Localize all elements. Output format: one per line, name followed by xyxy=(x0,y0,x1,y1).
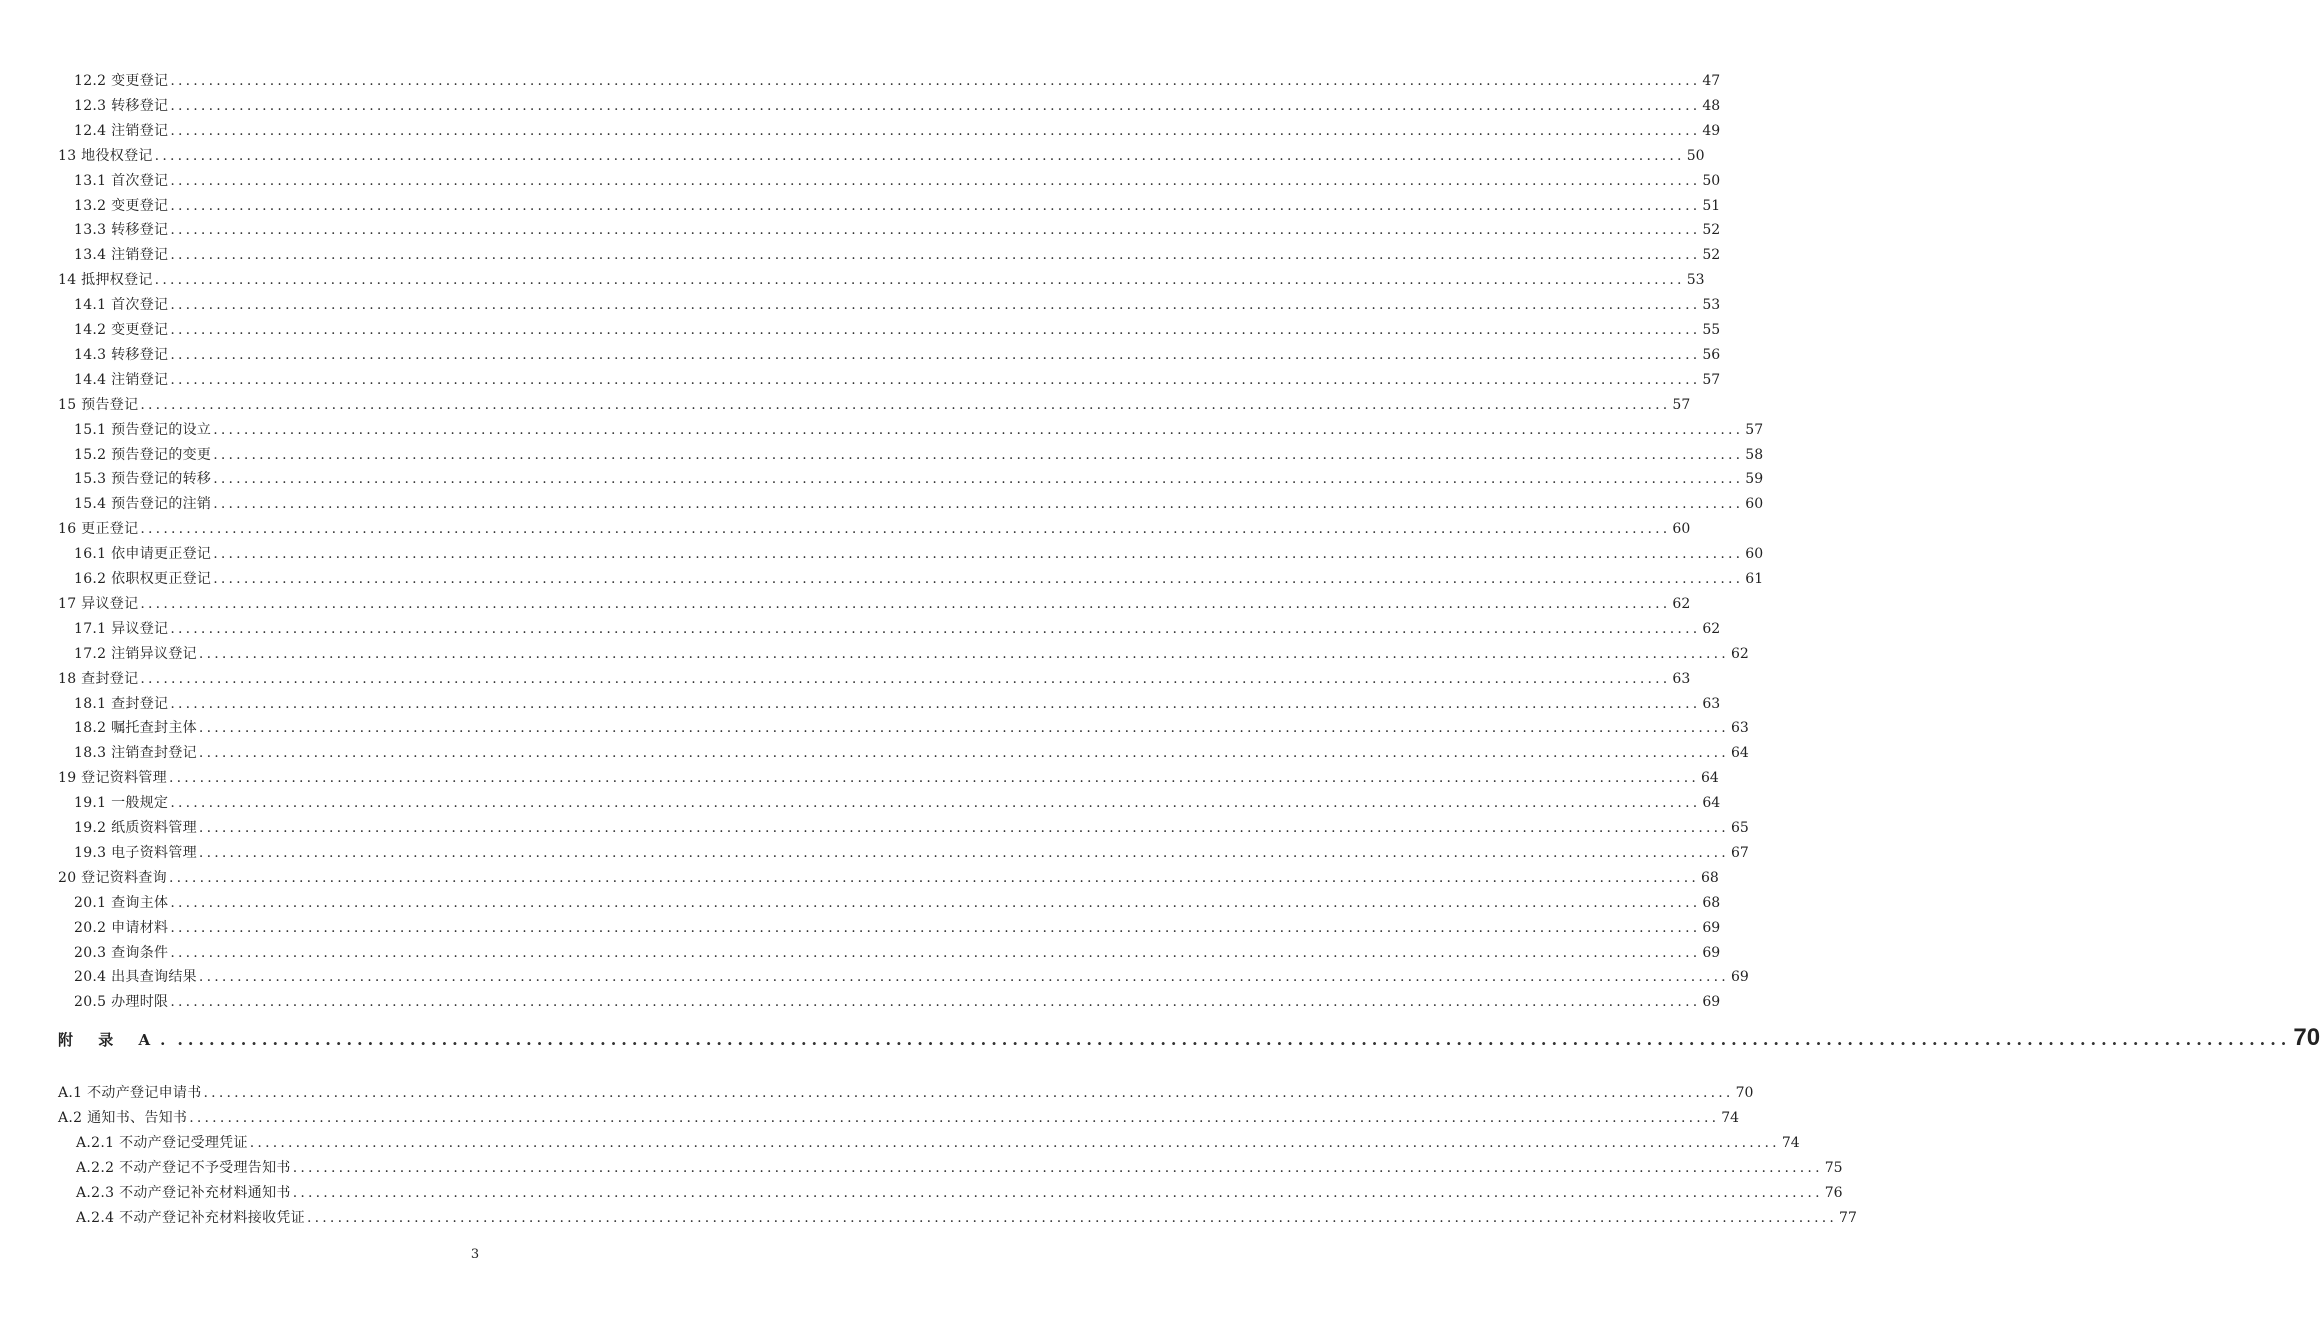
toc-entry[interactable] xyxy=(74,121,1721,141)
toc-entry-page: 61 xyxy=(1745,571,1764,587)
toc-entry-page: 58 xyxy=(1745,446,1764,463)
toc-entry-label: 13.1 首次登记 xyxy=(74,172,169,189)
toc-leader-dots: ........................................................................................................................................................................................................ xyxy=(213,496,1744,513)
toc-entry-page: 69 xyxy=(1702,994,1721,1011)
toc-entry-page: 60 xyxy=(1745,496,1764,513)
toc-entry-label: 13.2 变更登记 xyxy=(74,197,169,214)
toc-leader-dots: ........................................................................................................................................................................................................ xyxy=(170,122,1701,139)
toc-entry-label: 17.2 注销异议登记 xyxy=(74,645,197,662)
toc-entry-page: 55 xyxy=(1702,322,1721,338)
toc-leader-dots: ........................................................................................................................................................................................................ xyxy=(292,1159,1823,1176)
toc-entry[interactable] xyxy=(74,96,1721,116)
toc-entry[interactable] xyxy=(74,295,1721,315)
toc-entry-page: 57 xyxy=(1745,421,1764,438)
toc-entry-label: 14.2 变更登记 xyxy=(74,322,169,338)
toc-entry[interactable] xyxy=(58,594,1691,614)
toc-leader-dots: ........................................................................................................................................................................................................ xyxy=(170,222,1701,239)
toc-entry-label: 20.5 办理时限 xyxy=(74,994,169,1011)
toc-entry-page: 60 xyxy=(1745,546,1764,563)
toc-entry-label: 15.3 预告登记的转移 xyxy=(74,471,212,488)
toc-entry-page: 57 xyxy=(1672,396,1691,413)
toc-entry[interactable] xyxy=(74,793,1721,813)
toc-leader-dots: ........................................................................................................................................................................................................ xyxy=(170,346,1701,363)
toc-leader-dots: ........................................................................................................................................................................................................ xyxy=(140,521,1671,538)
toc-entry-label: 15.1 预告登记的设立 xyxy=(74,421,212,438)
toc-entry-page: 52 xyxy=(1702,222,1721,239)
toc-leader-dots: ........................................................................................................................................................................................................ xyxy=(170,944,1701,961)
toc-entry-label: 19.1 一般规定 xyxy=(74,795,169,812)
toc-entry-label: 15 预告登记 xyxy=(58,396,139,413)
toc-entry-label: 15.4 预告登记的注销 xyxy=(74,496,212,513)
toc-entry-page: 69 xyxy=(1730,969,1749,986)
toc-entry-page: 69 xyxy=(1702,919,1721,936)
toc-leader-dots: ........................................................................................................................................................................................................ xyxy=(306,1209,1838,1226)
toc-entry-page: 77 xyxy=(1839,1209,1857,1226)
toc-entry-page: 63 xyxy=(1702,695,1721,712)
toc-leader-dots: ........................................................................................................................................................................................................ xyxy=(213,446,1744,463)
toc-entry-label: 16 更正登记 xyxy=(58,521,139,538)
toc-entry-label: A.2.2 不动产登记不予受理告知书 xyxy=(76,1159,291,1176)
toc-entry-page: 62 xyxy=(1672,595,1691,612)
toc-leader-dots: ........................................................................................................................................................................................................ xyxy=(170,247,1701,264)
toc-entry-page: 68 xyxy=(1702,894,1721,911)
toc-leader-dots: ........................................................................................................................................................................................................ xyxy=(198,645,1729,662)
toc-entry-label: 17.1 异议登记 xyxy=(74,620,169,637)
toc-entry-page: 65 xyxy=(1730,820,1749,836)
toc-leader-dots: ........................................................................................................................................................................................................ xyxy=(198,969,1729,986)
toc-entry[interactable] xyxy=(74,494,1764,514)
toc-entry[interactable] xyxy=(58,1083,1754,1103)
toc-entry-page: 62 xyxy=(1702,620,1721,637)
toc-entry-page: 63 xyxy=(1730,720,1749,737)
toc-leader-dots: ........................................................................................................................................................................................................ xyxy=(170,620,1701,637)
toc-entry-page: 69 xyxy=(1702,944,1721,961)
toc-leader-dots: ........................................................................................................................................................................................................ xyxy=(189,1110,1720,1127)
toc-entry-label: 12.3 转移登记 xyxy=(74,97,169,114)
toc-leader-dots: ........................................................................................................................................................................................................ xyxy=(170,919,1701,936)
toc-entry-page: 50 xyxy=(1686,147,1705,164)
toc-entry[interactable] xyxy=(58,270,1705,290)
toc-leader-dots: ........................................................................................................................................................................................................ xyxy=(198,720,1729,737)
toc-entry-label: 14.1 首次登记 xyxy=(74,297,169,314)
toc-entry[interactable] xyxy=(58,146,1705,166)
toc-leader-dots: ........................................................................................................................................................................................................ xyxy=(170,197,1701,214)
toc-entry-label: 19 登记资料管理 xyxy=(58,770,167,787)
toc-entry-label: 14 抵押权登记 xyxy=(58,272,153,289)
toc-entry-page: 70 xyxy=(2293,1024,2320,1052)
toc-entry-page: 74 xyxy=(1721,1110,1740,1127)
toc-entry-page: 75 xyxy=(1824,1159,1843,1176)
toc-entry[interactable] xyxy=(74,818,1749,838)
toc-entry[interactable] xyxy=(74,694,1721,714)
toc-entry[interactable] xyxy=(74,918,1721,938)
toc-leader-dots: ........................................................................................................................................................................................................ xyxy=(170,695,1701,712)
toc-entry[interactable] xyxy=(76,1133,1800,1153)
toc-entry[interactable] xyxy=(74,420,1764,440)
toc-entry-page: 53 xyxy=(1686,272,1705,289)
toc-entry-label: 18.1 查封登记 xyxy=(74,695,169,712)
toc-entry-page: 47 xyxy=(1702,73,1721,89)
toc-entry-page: 68 xyxy=(1701,869,1719,886)
toc-entry-page: 57 xyxy=(1702,371,1721,388)
toc-entry-page: 51 xyxy=(1702,197,1721,214)
toc-leader-dots: ........................................................................................................................................................................................................ xyxy=(198,820,1729,836)
toc-leader-dots: ........................................................................................................................................................................................................ xyxy=(213,471,1744,488)
toc-entry-label: 17 异议登记 xyxy=(58,595,139,612)
toc-entry-page: 62 xyxy=(1730,645,1749,662)
toc-entry-label: 19.2 纸质资料管理 xyxy=(74,820,197,836)
toc-entry-label: 12.2 变更登记 xyxy=(74,73,169,89)
toc-leader-dots: ........................................................................................................................................................................................................ xyxy=(213,421,1744,438)
toc-leader-dots: ........................................................................................................................................................................................................ xyxy=(292,1184,1823,1201)
toc-entry[interactable] xyxy=(74,196,1721,216)
toc-entry[interactable] xyxy=(74,943,1721,963)
toc-entry-page: 53 xyxy=(1702,297,1721,314)
toc-entry[interactable] xyxy=(58,768,1719,788)
toc-entry[interactable] xyxy=(74,544,1764,564)
toc-entry[interactable] xyxy=(58,1108,1740,1128)
toc-leader-dots: ........................................................................................................................................................................................................ xyxy=(249,1135,1780,1151)
toc-entry-label: A.2.3 不动产登记补充材料通知书 xyxy=(76,1184,291,1201)
toc-leader-dots: ........................................................................................................................................................................................................ xyxy=(170,73,1701,89)
toc-entry-label: A.1 不动产登记申请书 xyxy=(58,1085,202,1102)
toc-entry-label: A.2 通知书、告知书 xyxy=(58,1110,188,1127)
toc-entry-label: A.2.1 不动产登记受理凭证 xyxy=(76,1135,248,1151)
toc-entry-page: 49 xyxy=(1702,122,1721,139)
toc-entry-label: 18.3 注销查封登记 xyxy=(74,745,197,762)
toc-entry-label: 13.4 注销登记 xyxy=(74,247,169,264)
toc-entry[interactable] xyxy=(58,868,1719,888)
toc-entry[interactable] xyxy=(76,1183,1843,1203)
toc-entry-label: 20.4 出具查询结果 xyxy=(74,969,197,986)
toc-entry[interactable] xyxy=(74,619,1721,639)
toc-leader-dots: ........................................................................................................................................................................................................ xyxy=(170,894,1701,911)
toc-entry-page: 74 xyxy=(1781,1135,1800,1151)
toc-entry-page: 64 xyxy=(1730,745,1749,762)
toc-entry-label: 16.2 依职权更正登记 xyxy=(74,571,212,587)
toc-leader-dots: ........................................................................................................................................................................................................ xyxy=(198,844,1729,861)
toc-entry-page: 52 xyxy=(1702,247,1721,264)
toc-leader-dots: ........................................................................................................................................................................................................ xyxy=(170,297,1701,314)
toc-entry[interactable] xyxy=(74,967,1749,987)
toc-appendix-heading[interactable] xyxy=(58,1023,2320,1053)
toc-leader-dots: ........................................................................................................................................................................................................ xyxy=(213,571,1744,587)
toc-entry[interactable] xyxy=(74,743,1749,763)
toc-entry-page: 63 xyxy=(1672,670,1691,687)
toc-entry-label: 12.4 注销登记 xyxy=(74,122,169,139)
toc-entry-page: 67 xyxy=(1730,844,1749,861)
toc-entry[interactable] xyxy=(76,1208,1857,1228)
toc-leader-dots: ........................................................................................................................................................................................................ xyxy=(168,869,1700,886)
toc-entry-page: 56 xyxy=(1702,346,1721,363)
toc-entry[interactable] xyxy=(74,320,1721,340)
toc-entry-label: 19.3 电子资料管理 xyxy=(74,844,197,861)
toc-entry-page: 59 xyxy=(1745,471,1764,488)
toc-entry-page: 76 xyxy=(1824,1184,1843,1201)
toc-entry-label: 18.2 嘱托查封主体 xyxy=(74,720,197,737)
toc-leader-dots: ........................................................................................................................................................................................................ xyxy=(140,595,1671,612)
toc-entry-page: 70 xyxy=(1735,1085,1754,1102)
toc-entry[interactable] xyxy=(74,445,1764,465)
toc-entry[interactable] xyxy=(76,1158,1843,1178)
toc-leader-dots: ........................................................................................................................................................................................................ xyxy=(170,795,1701,812)
toc-entry[interactable] xyxy=(74,370,1721,390)
toc-entry-label: 13.3 转移登记 xyxy=(74,222,169,239)
toc-entry[interactable] xyxy=(58,395,1691,415)
toc-entry[interactable] xyxy=(74,220,1721,240)
toc-entry[interactable] xyxy=(74,171,1721,191)
toc-entry-page: 64 xyxy=(1702,795,1721,812)
toc-entry-label: 15.2 预告登记的变更 xyxy=(74,446,212,463)
toc-entry[interactable] xyxy=(74,245,1721,265)
toc-leader-dots: ........................................................................................................................................................................................................ xyxy=(140,396,1671,413)
toc-leader-dots: ........................................................................................................................................................................................................ xyxy=(170,371,1701,388)
toc-leader-dots: ........................................................................................................................................................................................................ xyxy=(168,770,1700,787)
toc-leader-dots: ........................................................................................................................................................................................................ xyxy=(213,546,1744,563)
toc-entry-label: 附 录 A. xyxy=(58,1031,176,1050)
toc-entry[interactable] xyxy=(74,718,1749,738)
toc-entry[interactable] xyxy=(74,644,1749,664)
toc-leader-dots: ........................................................................................................................................................................................................ xyxy=(170,994,1701,1011)
toc-entry[interactable] xyxy=(74,71,1721,91)
toc-entry[interactable] xyxy=(58,519,1691,539)
toc-leader-dots: ........................................................................................................................................................................................................ xyxy=(177,1030,2292,1050)
toc-entry[interactable] xyxy=(74,469,1764,489)
toc-entry-label: 20.1 查询主体 xyxy=(74,894,169,911)
toc-entry[interactable] xyxy=(74,569,1764,589)
toc-entry[interactable] xyxy=(74,843,1749,863)
toc-leader-dots: ........................................................................................................................................................................................................ xyxy=(154,272,1685,289)
toc-entry[interactable] xyxy=(74,893,1721,913)
toc-entry-label: 14.3 转移登记 xyxy=(74,346,169,363)
toc-leader-dots: ........................................................................................................................................................................................................ xyxy=(170,172,1701,189)
toc-entry-page: 50 xyxy=(1702,172,1721,189)
toc-entry-label: 20.3 查询条件 xyxy=(74,944,169,961)
toc-entry-page: 60 xyxy=(1672,521,1691,538)
toc-leader-dots: ........................................................................................................................................................................................................ xyxy=(170,97,1701,114)
toc-leader-dots: ........................................................................................................................................................................................................ xyxy=(154,147,1685,164)
toc-entry-page: 64 xyxy=(1701,770,1719,787)
toc-leader-dots: ........................................................................................................................................................................................................ xyxy=(198,745,1729,762)
toc-leader-dots: ........................................................................................................................................................................................................ xyxy=(140,670,1671,687)
toc-entry-label: 13 地役权登记 xyxy=(58,147,153,164)
toc-entry-label: 20 登记资料查询 xyxy=(58,869,167,886)
toc-leader-dots: ........................................................................................................................................................................................................ xyxy=(203,1085,1734,1102)
toc-entry[interactable] xyxy=(74,345,1721,365)
toc-entry-label: A.2.4 不动产登记补充材料接收凭证 xyxy=(76,1209,305,1226)
toc-leader-dots: ........................................................................................................................................................................................................ xyxy=(170,322,1701,338)
toc-entry-label: 20.2 申请材料 xyxy=(74,919,169,936)
toc-entry[interactable] xyxy=(58,669,1691,689)
toc-entry[interactable] xyxy=(74,992,1721,1012)
toc-entry-label: 14.4 注销登记 xyxy=(74,371,169,388)
toc-entry-label: 18 查封登记 xyxy=(58,670,139,687)
toc-entry-label: 16.1 依申请更正登记 xyxy=(74,546,212,563)
page-number: 3 xyxy=(470,1247,480,1262)
toc-entry-page: 48 xyxy=(1702,97,1721,114)
